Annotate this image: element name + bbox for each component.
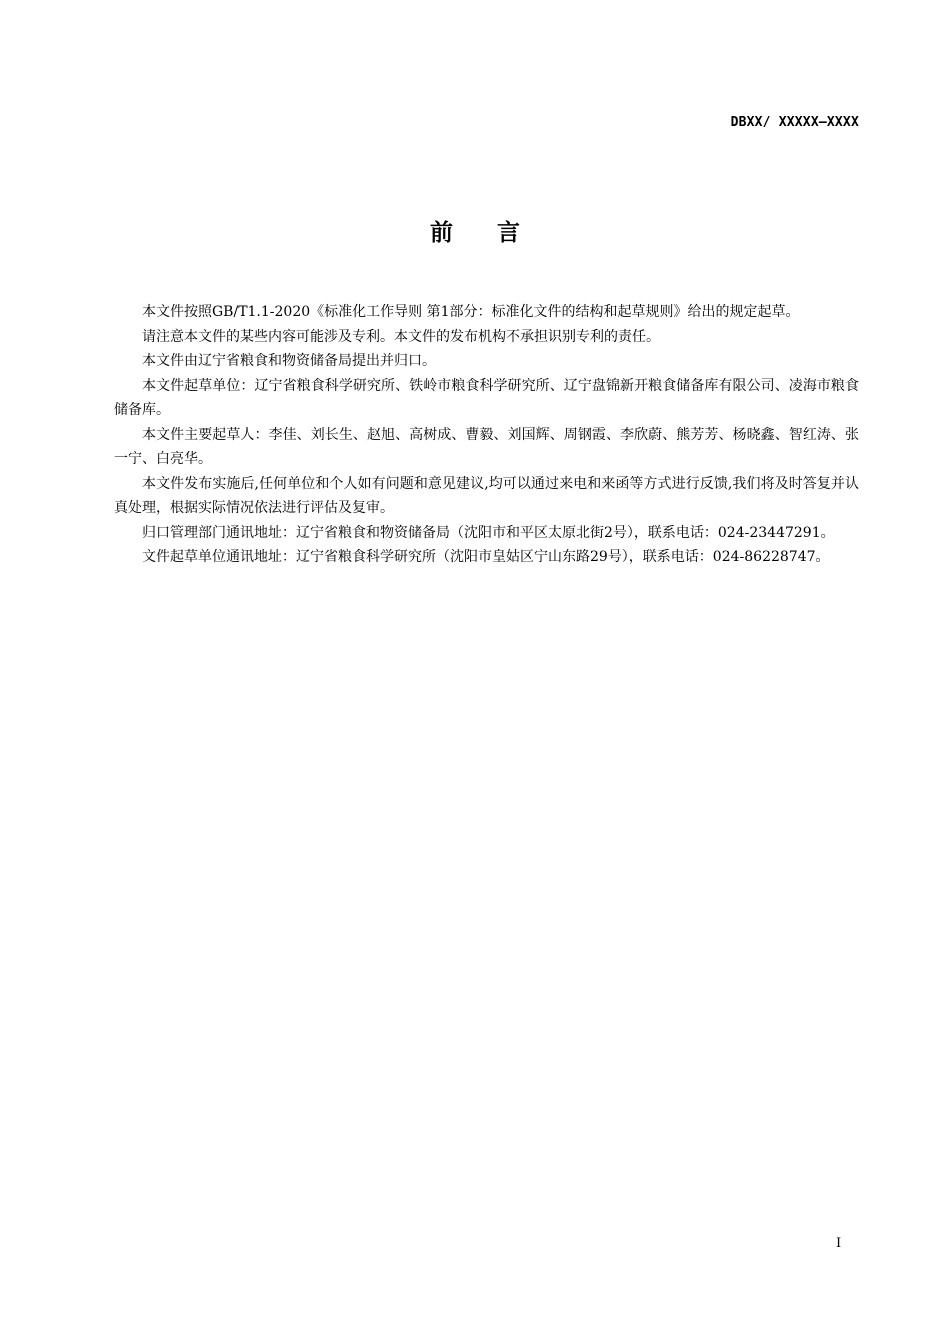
document-code: DBXX/ XXXXX—XXXX <box>730 115 859 130</box>
paragraph-proposer: 本文件由辽宁省粮食和物资储备局提出并归口。 <box>142 353 436 369</box>
page-title: 前言 <box>430 220 564 246</box>
foreword-body <box>114 300 859 570</box>
paragraph-feedback: 本文件发布实施后,任何单位和个人如有问题和意见建议,均可以通过来电和来函等方式进行反馈,我们将及时答复并认真处理，根据实际情况依法进行评估及复审。 <box>114 475 859 516</box>
paragraph-patent-notice: 请注意本文件的某些内容可能涉及专利。本文件的发布机构不承担识别专利的责任。 <box>142 328 660 345</box>
page-number: I <box>836 1236 842 1251</box>
paragraph-authority-address: 归口管理部门通讯地址：辽宁省粮食和物资储备局（沈阳市和平区太原北街2号），联系电话：024-23447291。 <box>142 524 835 541</box>
paragraph-drafting-basis: 本文件按照GB/T1.1-2020《标准化工作导则 第1部分：标准化文件的结构和起草规则》给出的规定起草。 <box>142 304 800 320</box>
paragraph-drafters: 本文件主要起草人：李佳、刘长生、赵旭、高树成、曹毅、刘国辉、周钢霞、李欣蔚、熊芳芳、杨晓鑫、智红涛、张一宁、白亮华。 <box>114 426 859 467</box>
paragraph-drafting-units: 本文件起草单位：辽宁省粮食科学研究所、铁岭市粮食科学研究所、辽宁盘锦新开粮食储备库有限公司、凌海市粮食储备库。 <box>114 377 859 418</box>
paragraph-drafter-address: 文件起草单位通讯地址：辽宁省粮食科学研究所（沈阳市皇姑区宁山东路29号），联系电话：024-86228747。 <box>142 549 830 565</box>
